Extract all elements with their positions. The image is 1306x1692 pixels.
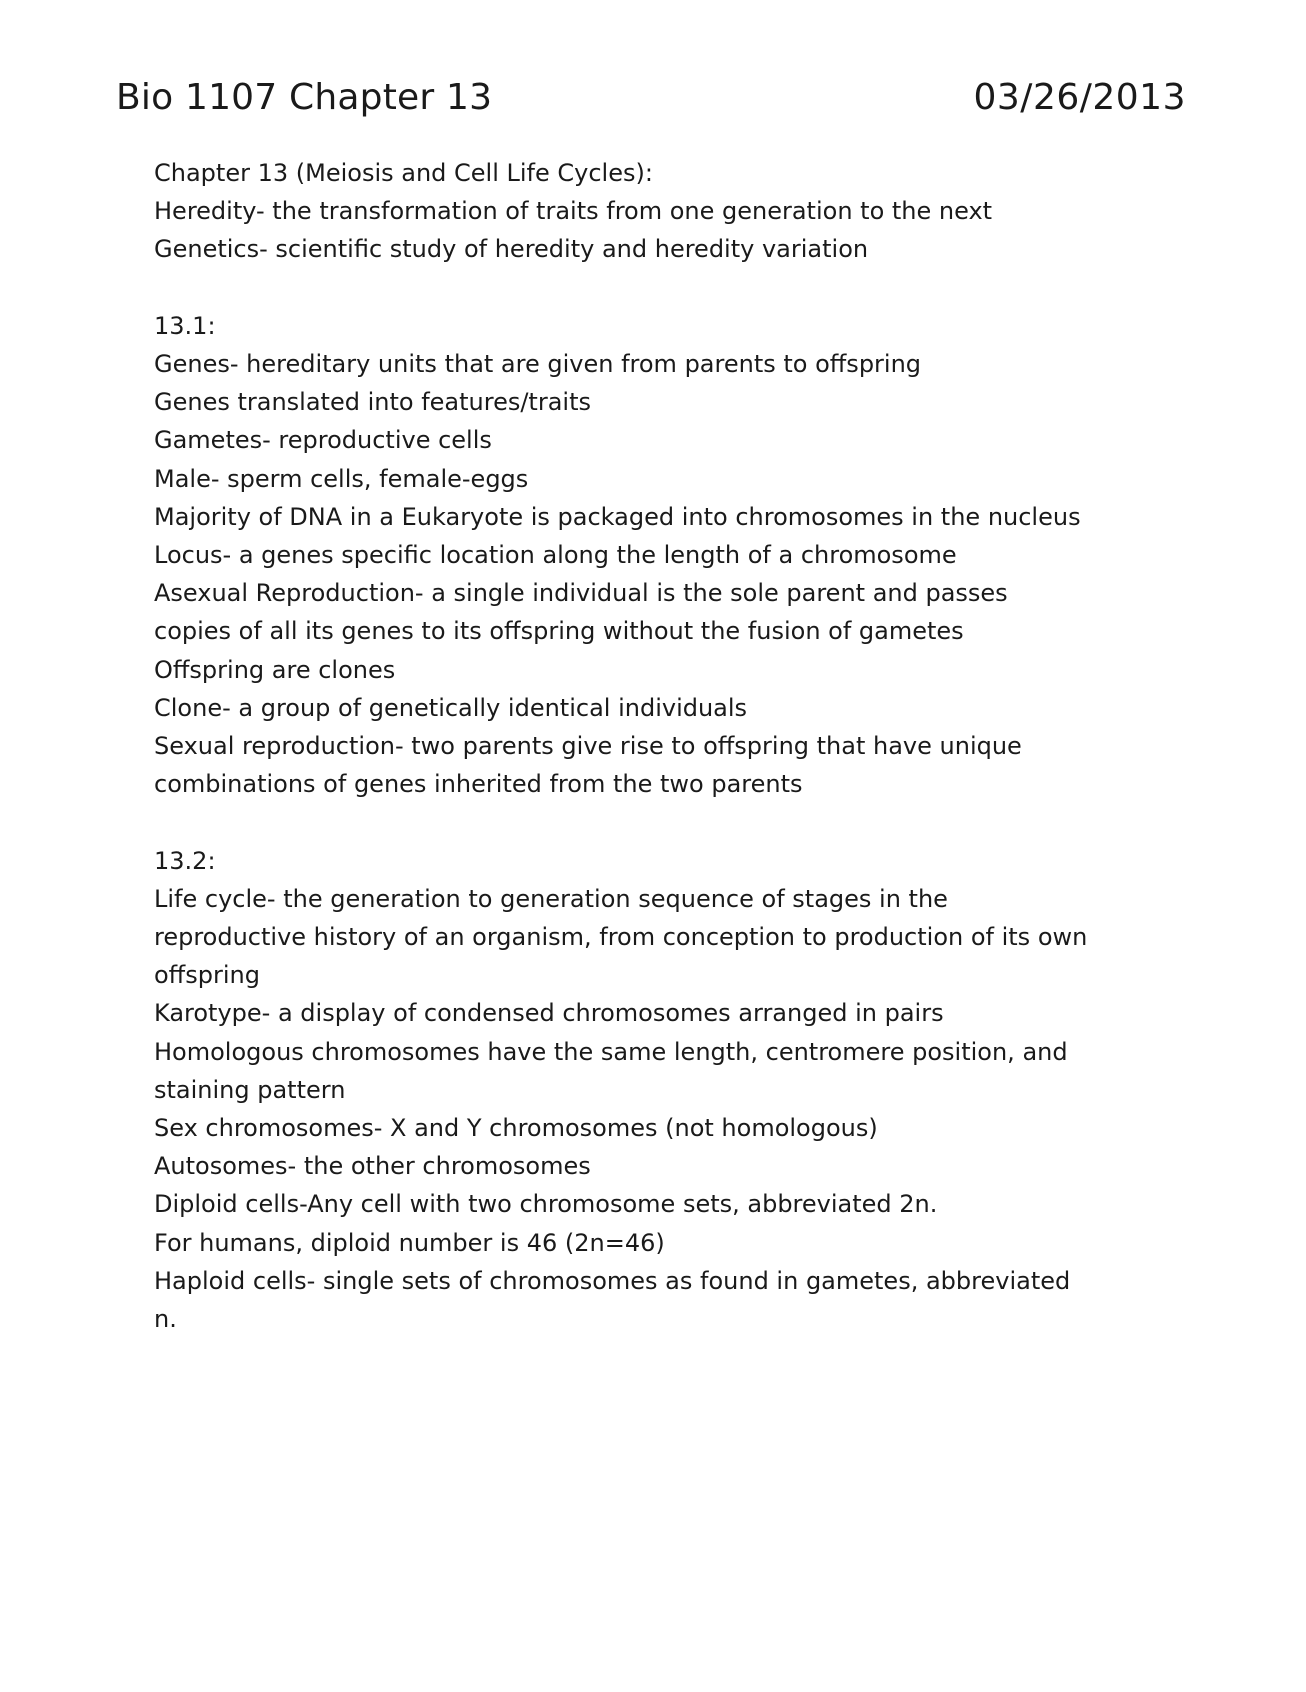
section-heading: 13.2: [154, 846, 216, 875]
page-header [116, 74, 1186, 122]
note-line: Locus- a genes specific location along the length of a chromosome [154, 541, 957, 570]
note-line: For humans, diploid number is 46 (2n=46) [154, 1228, 665, 1257]
section-heading: 13.1: [154, 311, 216, 340]
note-line: reproductive history of an organism, from conception to production of its own [154, 923, 1088, 952]
paragraph-gap [154, 269, 1164, 307]
note-line: Life cycle- the generation to generation sequence of stages in the [154, 884, 948, 913]
note-line: Genes translated into features/traits [154, 388, 591, 417]
note-line: n. [154, 1305, 177, 1334]
note-line: Gametes- reproductive cells [154, 426, 492, 455]
note-line: Diploid cells-Any cell with two chromosome sets, abbreviated 2n. [154, 1190, 938, 1219]
note-line: Offspring are clones [154, 655, 396, 684]
note-line: staining pattern [154, 1075, 346, 1104]
document-date: 03/26/2013 [973, 77, 1186, 118]
note-line: Autosomes- the other chromosomes [154, 1152, 591, 1181]
note-line: Clone- a group of genetically identical individuals [154, 693, 748, 722]
note-line: offspring [154, 961, 260, 990]
notes-body [154, 154, 1164, 1338]
note-line: Male- sperm cells, female-eggs [154, 464, 529, 493]
note-line: combinations of genes inherited from the two parents [154, 770, 803, 799]
note-line: Sex chromosomes- X and Y chromosomes (not homologous) [154, 1114, 878, 1143]
note-line: copies of all its genes to its offspring without the fusion of gametes [154, 617, 964, 646]
note-line: Karotype- a display of condensed chromosomes arranged in pairs [154, 999, 944, 1028]
chapter-heading: Chapter 13 (Meiosis and Cell Life Cycles): [154, 159, 653, 187]
paragraph-gap [154, 803, 1164, 841]
note-line: Genes- hereditary units that are given from parents to offspring [154, 350, 922, 378]
note-line: Heredity- the transformation of traits from one generation to the next [154, 197, 993, 226]
note-line: Majority of DNA in a Eukaryote is packaged into chromosomes in the nucleus [154, 502, 1081, 531]
note-line: Genetics- scientific study of heredity and heredity variation [154, 235, 869, 264]
note-line: Sexual reproduction- two parents give rise to offspring that have unique [154, 732, 1022, 761]
note-line: Haploid cells- single sets of chromosomes as found in gametes, abbreviated [154, 1266, 1071, 1295]
note-line: Homologous chromosomes have the same length, centromere position, and [154, 1037, 1068, 1066]
note-line: Asexual Reproduction- a single individual is the sole parent and passes [154, 579, 1008, 608]
document-title: Bio 1107 Chapter 13 [116, 77, 493, 118]
